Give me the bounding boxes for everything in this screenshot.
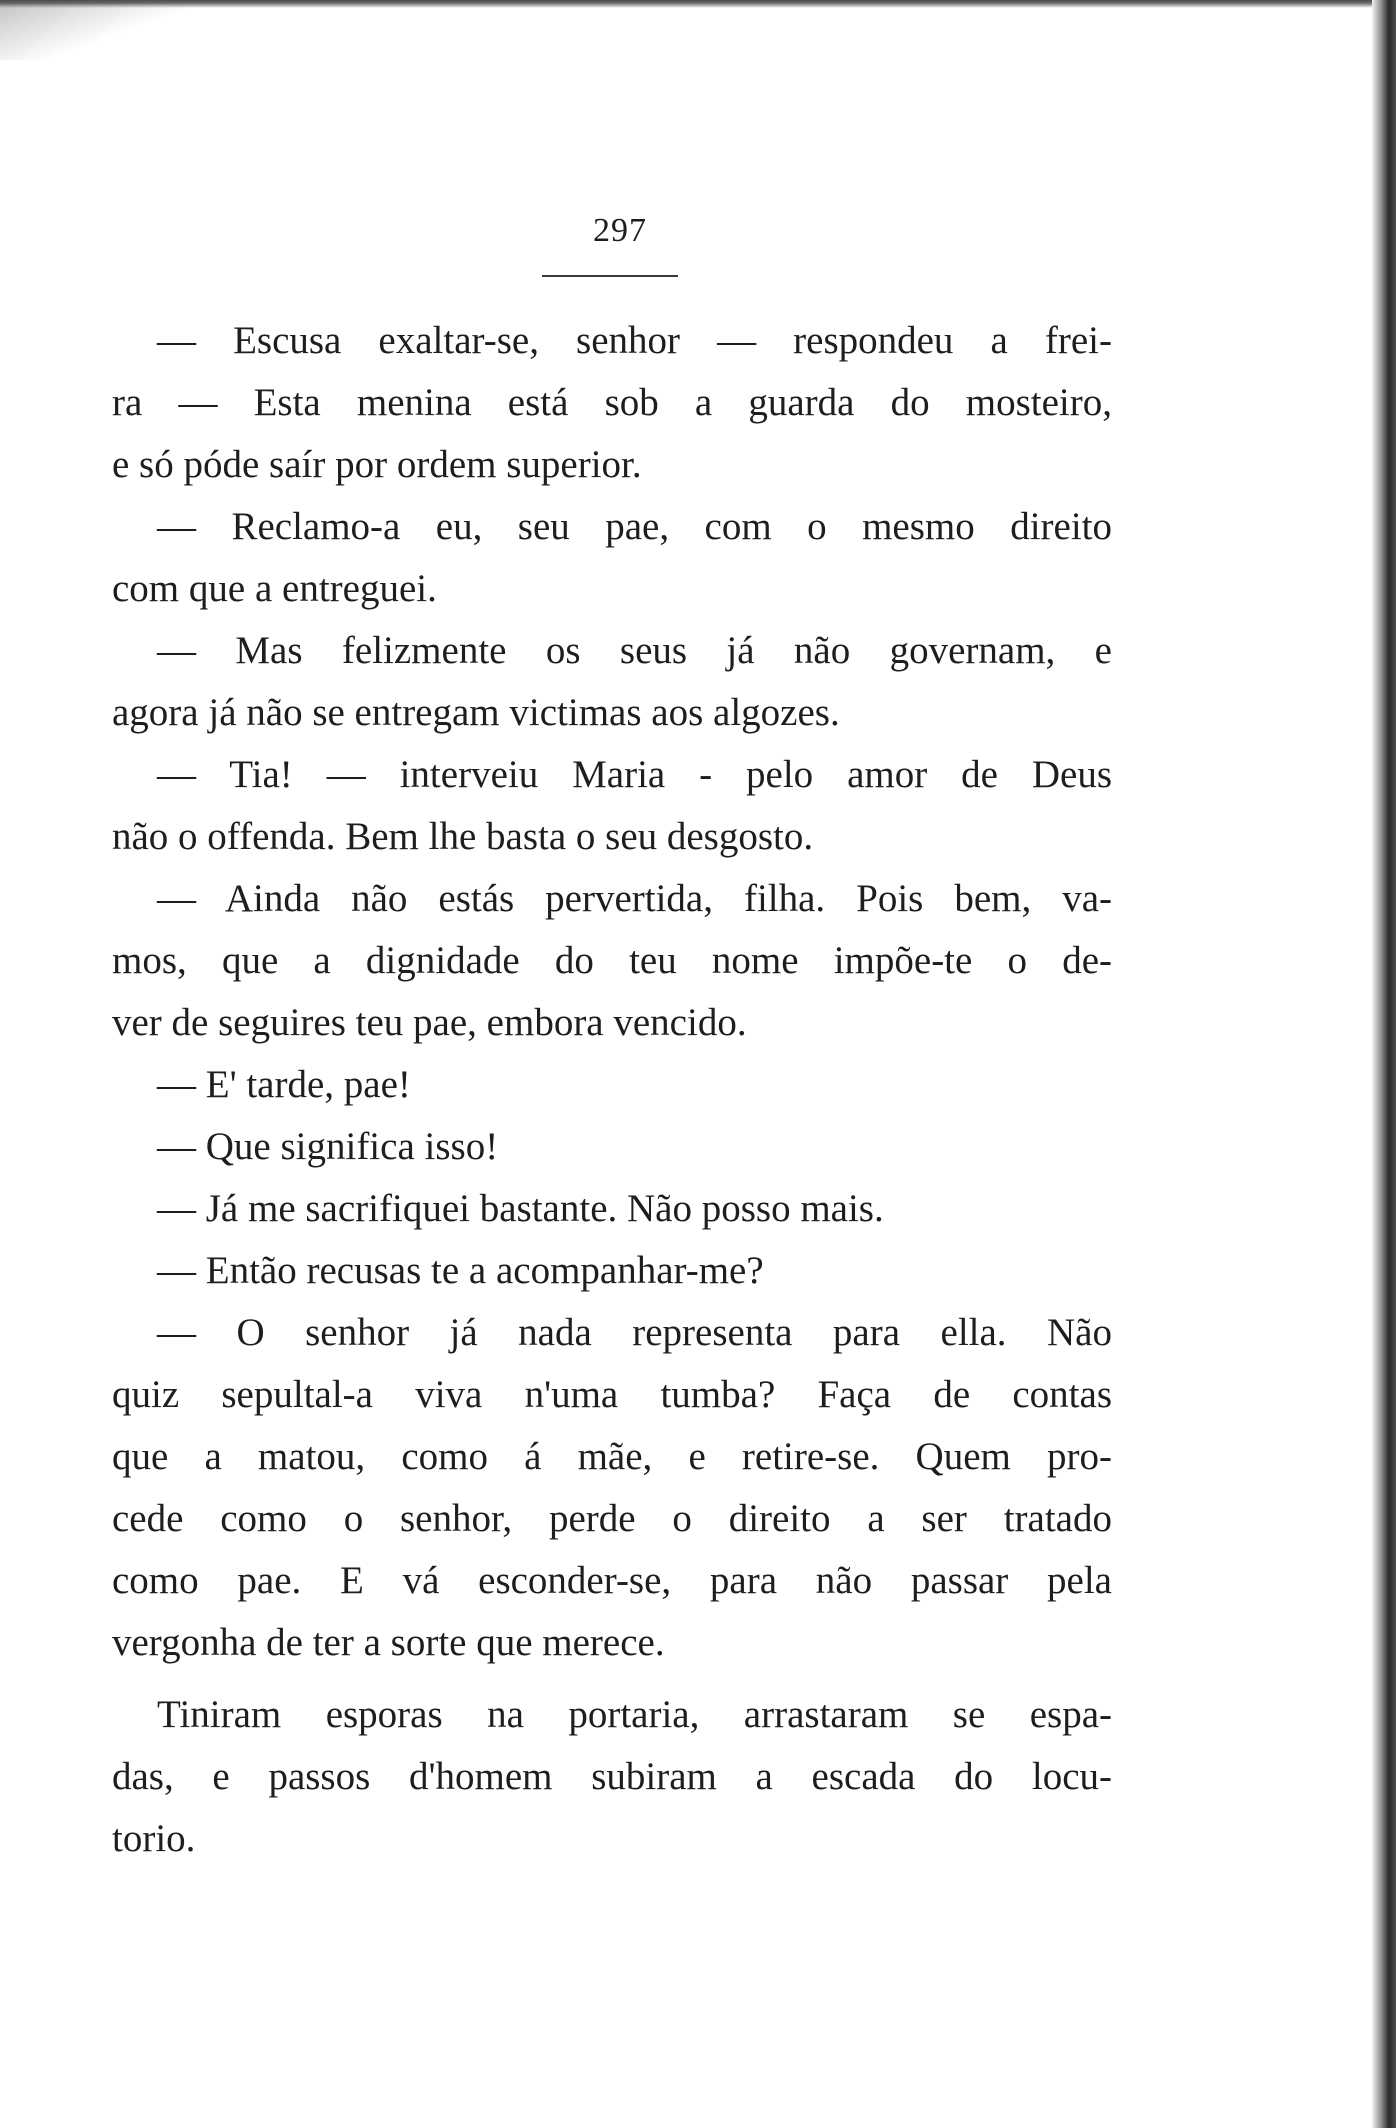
text-line: — Ainda não estás pervertida, filha. Pois bem, va-	[157, 877, 1112, 920]
text-line: com que a entreguei.	[112, 567, 437, 610]
text-line: ra — Esta menina está sob a guarda do mosteiro,	[112, 381, 1112, 424]
scan-top-edge	[0, 0, 1396, 8]
text-line: das, e passos d'homem subiram a escada do locu-	[112, 1755, 1112, 1798]
paragraph	[112, 1302, 1112, 1674]
text-line: que a matou, como á mãe, e retire-se. Quem pro-	[112, 1435, 1112, 1478]
text-line: Tiniram esporas na portaria, arrastaram se espa-	[157, 1693, 1112, 1736]
page-number: 297	[593, 212, 647, 249]
text-line: — O senhor já nada representa para ella. Não	[157, 1311, 1112, 1354]
text-line: — Mas felizmente os seus já não governam, e	[157, 629, 1112, 672]
text-line: — Então recusas te a acompanhar-me?	[157, 1249, 764, 1292]
body-text	[112, 310, 1112, 1870]
paragraph	[112, 1116, 1112, 1178]
text-line: — Escusa exaltar-se, senhor — respondeu a frei-	[157, 319, 1112, 362]
text-line: — Tia! — interveiu Maria - pelo amor de Deus	[157, 753, 1112, 796]
header-rule	[542, 275, 678, 277]
text-line: — Reclamo-a eu, seu pae, com o mesmo direito	[157, 505, 1112, 548]
text-line: mos, que a dignidade do teu nome impõe-te o de-	[112, 939, 1112, 982]
paragraph	[112, 1240, 1112, 1302]
text-line: vergonha de ter a sorte que merece.	[112, 1621, 665, 1664]
paragraph	[112, 310, 1112, 496]
text-line: agora já não se entregam victimas aos algozes.	[112, 691, 840, 734]
text-line: não o offenda. Bem lhe basta o seu desgosto.	[112, 815, 814, 858]
text-line: ver de seguires teu pae, embora vencido.	[112, 1001, 747, 1044]
text-line: — E' tarde, pae!	[157, 1063, 411, 1106]
paragraph	[112, 1684, 1112, 1870]
text-line: como pae. E vá esconder-se, para não passar pela	[112, 1559, 1112, 1602]
scan-right-edge	[1372, 0, 1396, 2128]
text-line: — Que significa isso!	[157, 1125, 499, 1168]
paragraph	[112, 1054, 1112, 1116]
paragraph	[112, 496, 1112, 620]
paragraph	[112, 1178, 1112, 1240]
text-line: e só póde saír por ordem superior.	[112, 443, 642, 486]
text-line: torio.	[112, 1817, 196, 1860]
paragraph-gap	[112, 1674, 1112, 1684]
paragraph	[112, 868, 1112, 1054]
paragraph	[112, 620, 1112, 744]
text-line: cede como o senhor, perde o direito a ser tratado	[112, 1497, 1112, 1540]
paragraph	[112, 744, 1112, 868]
scan-corner-stain	[0, 0, 190, 60]
text-line: quiz sepultal-a viva n'uma tumba? Faça de contas	[112, 1373, 1112, 1416]
text-line: — Já me sacrifiquei bastante. Não posso mais.	[157, 1187, 884, 1230]
